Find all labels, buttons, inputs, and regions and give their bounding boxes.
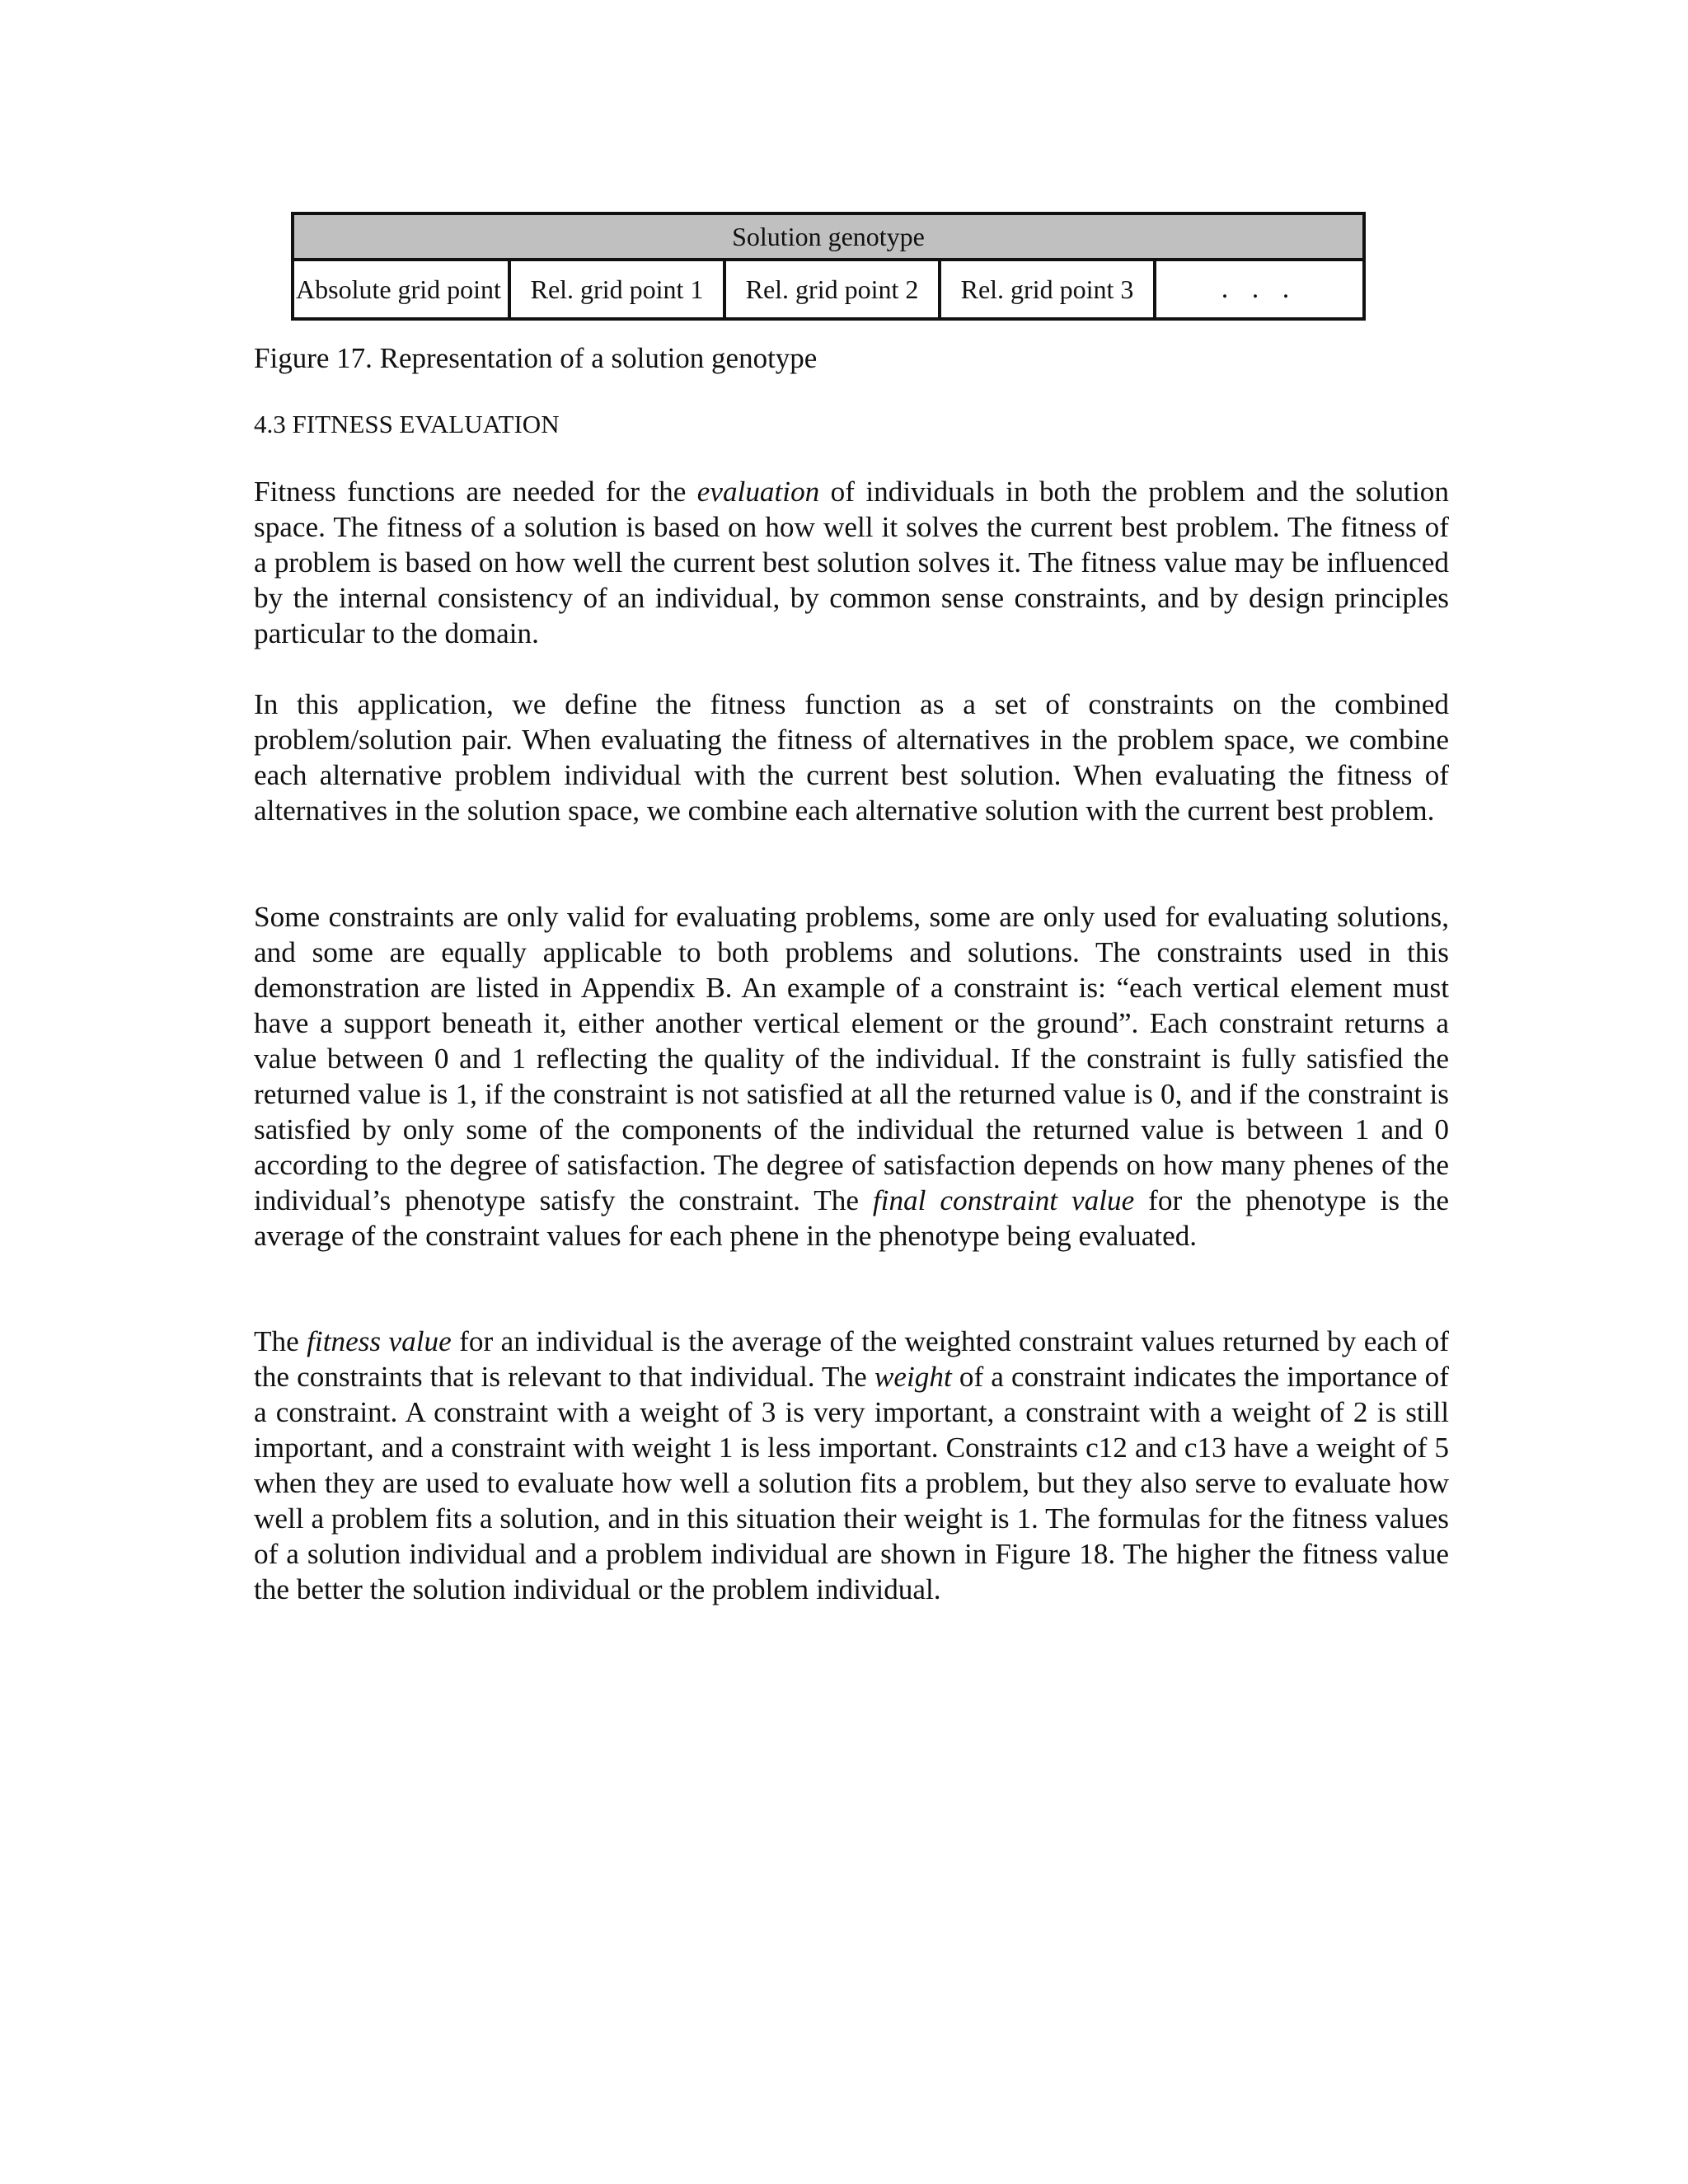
paragraph-1 xyxy=(254,474,1449,651)
cell-rel-grid-point-3: Rel. grid point 3 xyxy=(941,261,1156,317)
figure-caption: Figure 17. Representation of a solution genotype xyxy=(254,342,818,374)
cell-rel-grid-point-2: Rel. grid point 2 xyxy=(726,261,941,317)
paragraph-4-text-a: The xyxy=(254,1325,307,1357)
paragraph-2: In this application, we define the fitness function as a set of constraints on the combined problem/solution pair. When evaluating the fitness of alternatives in the problem space, we combine each alternative problem individual with the current best solution. When evaluating the fitness of alternatives in the solution space, we combine each alternative solution with the current best problem. xyxy=(254,688,1449,827)
paragraph-3 xyxy=(254,899,1449,1254)
paragraph-1-text-a: Fitness functions are needed for the xyxy=(254,476,697,508)
paragraph-3-text-a: Some constraints are only valid for evaluating problems, some are only used for evaluating solutions, and some are equally applicable to both problems and solutions. The constraints used in this demonstration are listed in Appendix B. An example of a constraint is: “each vertical element must have a support beneath it, either another vertical element or the ground”. Each constraint returns a value between 0 and 1 reflecting the quality of the individual. If the constraint is fully satisfied the returned value is 1, if the constraint is not satisfied at all the returned value is 0, and if the constraint is satisfied by only some of the components of the individual the returned value is between 1 and 0 according to the degree of satisfaction. The degree of satisfaction depends on how many phenes of the individual’s phenotype satisfy the constraint. The xyxy=(254,901,1449,1216)
paragraph-4 xyxy=(254,1324,1449,1607)
cell-rel-grid-point-1: Rel. grid point 1 xyxy=(511,261,726,317)
paragraph-3-text-b: for the phenotype is the average of the constraint values for each phene in the phenotype being evaluated. xyxy=(254,1184,1449,1252)
cell-ellipsis: . . . xyxy=(1221,274,1298,304)
paragraph-1-text-b: of individuals in both the problem and the solution space. The fitness of a solution is based on how well it solves the current best problem. The fitness of a problem is based on how well the current best solution solves it. The fitness value may be influenced by the internal consistency of an individual, by common sense constraints, and by design principles particular to the domain. xyxy=(254,476,1449,649)
genotype-row xyxy=(294,261,1362,317)
cell-absolute-grid-point: Absolute grid point xyxy=(294,261,511,317)
paragraph-3-emphasis: final constraint value xyxy=(872,1184,1135,1216)
table-header: Solution genotype xyxy=(294,215,1362,261)
paragraph-1-emphasis: evaluation xyxy=(696,476,820,508)
paragraph-4-text-b: for an individual is the average of the weighted constraint values returned by each of the constraints that is relevant to that individual. The xyxy=(254,1325,1449,1393)
paragraph-4-text-c: of a constraint indicates the importance of a constraint. A constraint with a weight of 3 is very important, a constraint with a weight of 2 is still important, and a constraint with weight 1 is less important. Constraints c12 and c13 have a weight of 5 when they are used to evaluate how well a solution fits a problem, but they also serve to evaluate how well a problem fits a solution, and in this situation their weight is 1. The formulas for the fitness values of a solution individual and a problem individual are shown in Figure 18. The higher the fitness value the better the solution individual or the problem individual. xyxy=(254,1361,1449,1605)
paragraph-4-emphasis-1: fitness value xyxy=(307,1325,452,1357)
paragraph-4-emphasis-2: weight xyxy=(874,1361,952,1393)
section-heading: 4.3 FITNESS EVALUATION xyxy=(254,410,560,438)
solution-genotype-table xyxy=(291,212,1366,321)
